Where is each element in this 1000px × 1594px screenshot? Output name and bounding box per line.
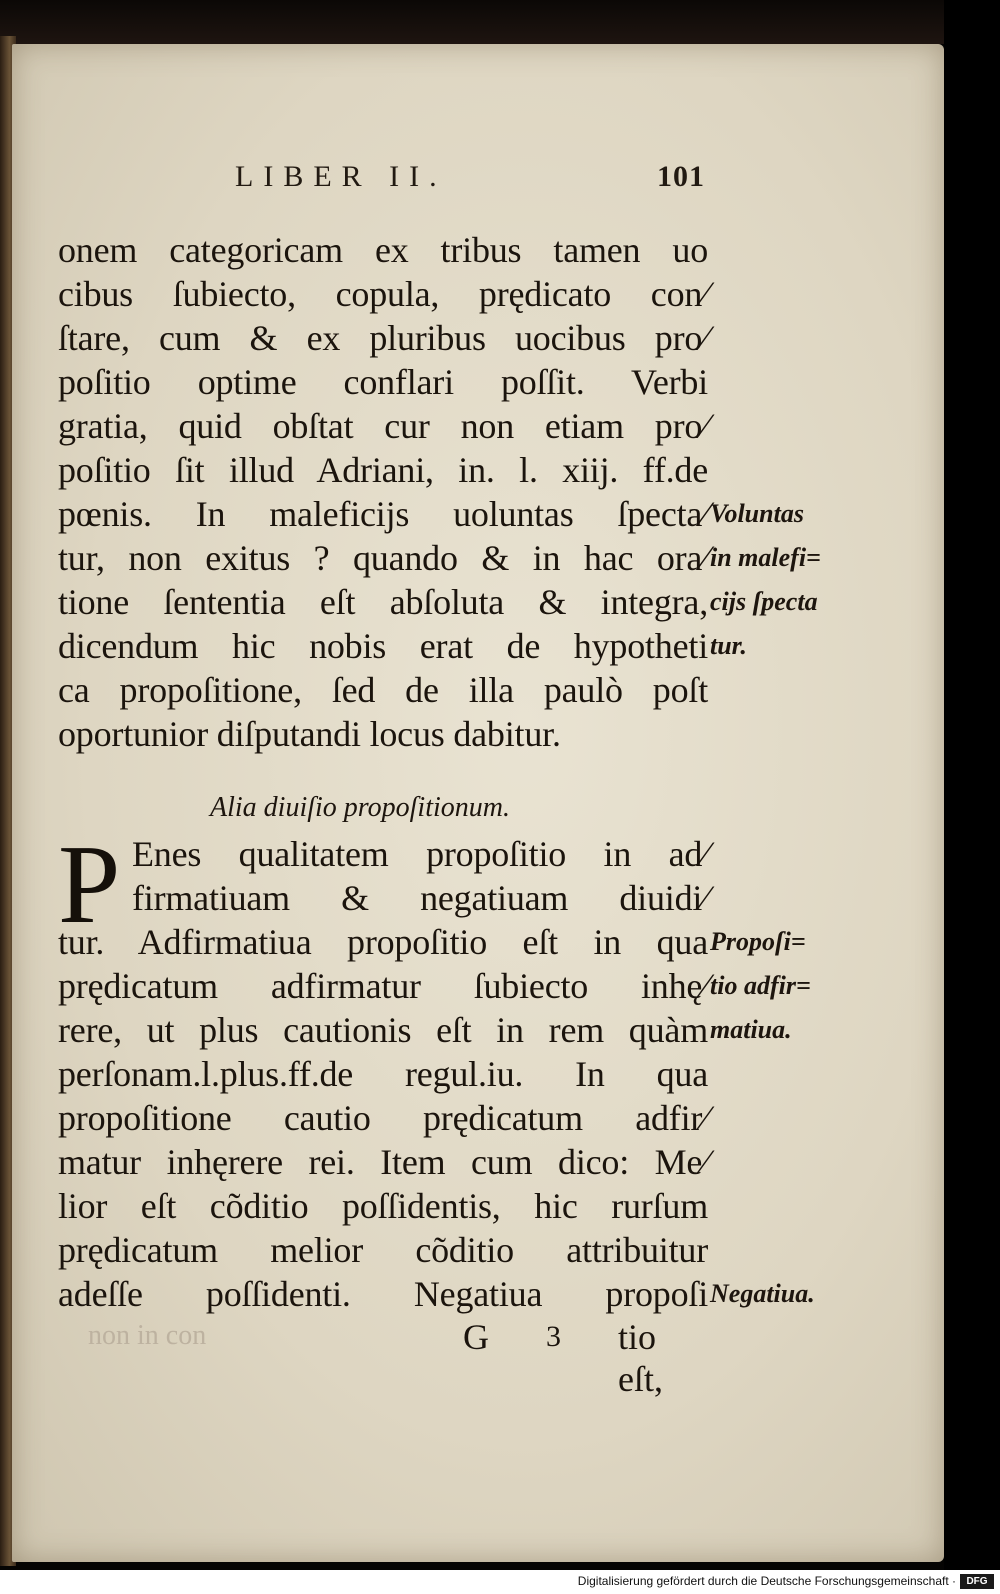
marginal-line: Propoſi= — [710, 927, 806, 956]
text-line: perſonam.l.plus.ff.de regul.iu. In qua — [58, 1054, 708, 1094]
text-line: firmatiuam & negatiuam diuidi⁄ — [132, 878, 708, 918]
marginal-line: matiua. — [710, 1015, 792, 1044]
text-line: tur. Adfirmatiua propoſitio eſt in qua — [58, 922, 708, 962]
marginal-line: Voluntas — [710, 499, 804, 528]
text-line: onem categoricam ex tribus tamen uo — [58, 230, 708, 270]
text-line: pœnis. In maleficijs uoluntas ſpecta⁄ — [58, 494, 708, 534]
marginal-note-negatiua — [710, 1272, 850, 1316]
text-line: oportunior diſputandi locus dabitur. — [58, 714, 561, 754]
text-line: gratia, quid obſtat cur non etiam pro⁄ — [58, 406, 708, 446]
text-line: prędicatum adfirmatur ſubiecto inhę⁄ — [58, 966, 708, 1006]
text-line: tur, non exitus ? quando & in hac ora⁄ — [58, 538, 708, 578]
text-line: matur inhęrere rei. Item cum dico: Me⁄ — [58, 1142, 708, 1182]
text-line: cibus ſubiecto, copula, prędicato con⁄ — [58, 274, 708, 314]
catchword: tio eſt, — [618, 1317, 663, 1399]
drop-cap-initial: P — [58, 823, 121, 947]
marginal-line: in malefi= — [710, 543, 821, 572]
signature-line — [58, 1316, 708, 1399]
marginal-note-propositio — [710, 920, 850, 1052]
page-header — [235, 160, 705, 200]
marginal-note-voluntas — [710, 492, 850, 668]
text-line: Enes qualitatem propoſitio in ad⁄ — [132, 834, 708, 874]
marginal-line: tio adfir= — [710, 971, 811, 1000]
text-line: prędicatum melior cõditio attribuitur — [58, 1230, 708, 1270]
text-line: poſitio optime conflari poſſit. Verbi — [58, 362, 708, 402]
text-line: rere, ut plus cautionis eſt in rem quàm — [58, 1010, 708, 1050]
funding-credit: Digitalisierung gefördert durch die Deutsche Forschungsgemeinschaft · — [577, 1574, 956, 1588]
signature-number: 3 — [546, 1320, 561, 1353]
text-line: tione ſententia eſt abſoluta & integra, — [58, 582, 708, 622]
signature-letter: G — [463, 1317, 489, 1357]
paragraph-2 — [58, 823, 708, 1316]
scan-top-edge — [0, 0, 1000, 44]
dfg-logo: DFG — [960, 1574, 994, 1589]
marginal-line: Negatiua. — [710, 1279, 815, 1308]
text-line: adeſſe poſſidenti. Negatiua propoſi — [58, 1274, 708, 1314]
text-line: propoſitione cautio prędicatum adfir⁄ — [58, 1098, 708, 1138]
marginal-line: cijs ſpecta — [710, 587, 818, 616]
running-head: LIBER II. — [235, 160, 447, 193]
section-heading: Alia diuiſio propoſitionum. — [210, 792, 510, 823]
show-through-text: non in con — [88, 1320, 207, 1351]
text-line: dicendum hic nobis erat de hypotheti — [58, 626, 708, 666]
text-line: poſitio ſit illud Adriani, in. l. xiij. ff.de — [58, 450, 708, 490]
footer-bar — [0, 1570, 1000, 1594]
paragraph-1 — [58, 228, 708, 756]
marginal-line: tur. — [710, 631, 747, 660]
text-line: lior eſt cõditio poſſidentis, hic rurſum — [58, 1186, 708, 1226]
text-line: ſtare, cum & ex pluribus uocibus pro⁄ — [58, 318, 708, 358]
scan-right-margin — [944, 0, 1000, 1570]
text-line: ca propoſitione, ſed de illa paulò poſt — [58, 670, 708, 710]
folio-number: 101 — [657, 160, 705, 193]
